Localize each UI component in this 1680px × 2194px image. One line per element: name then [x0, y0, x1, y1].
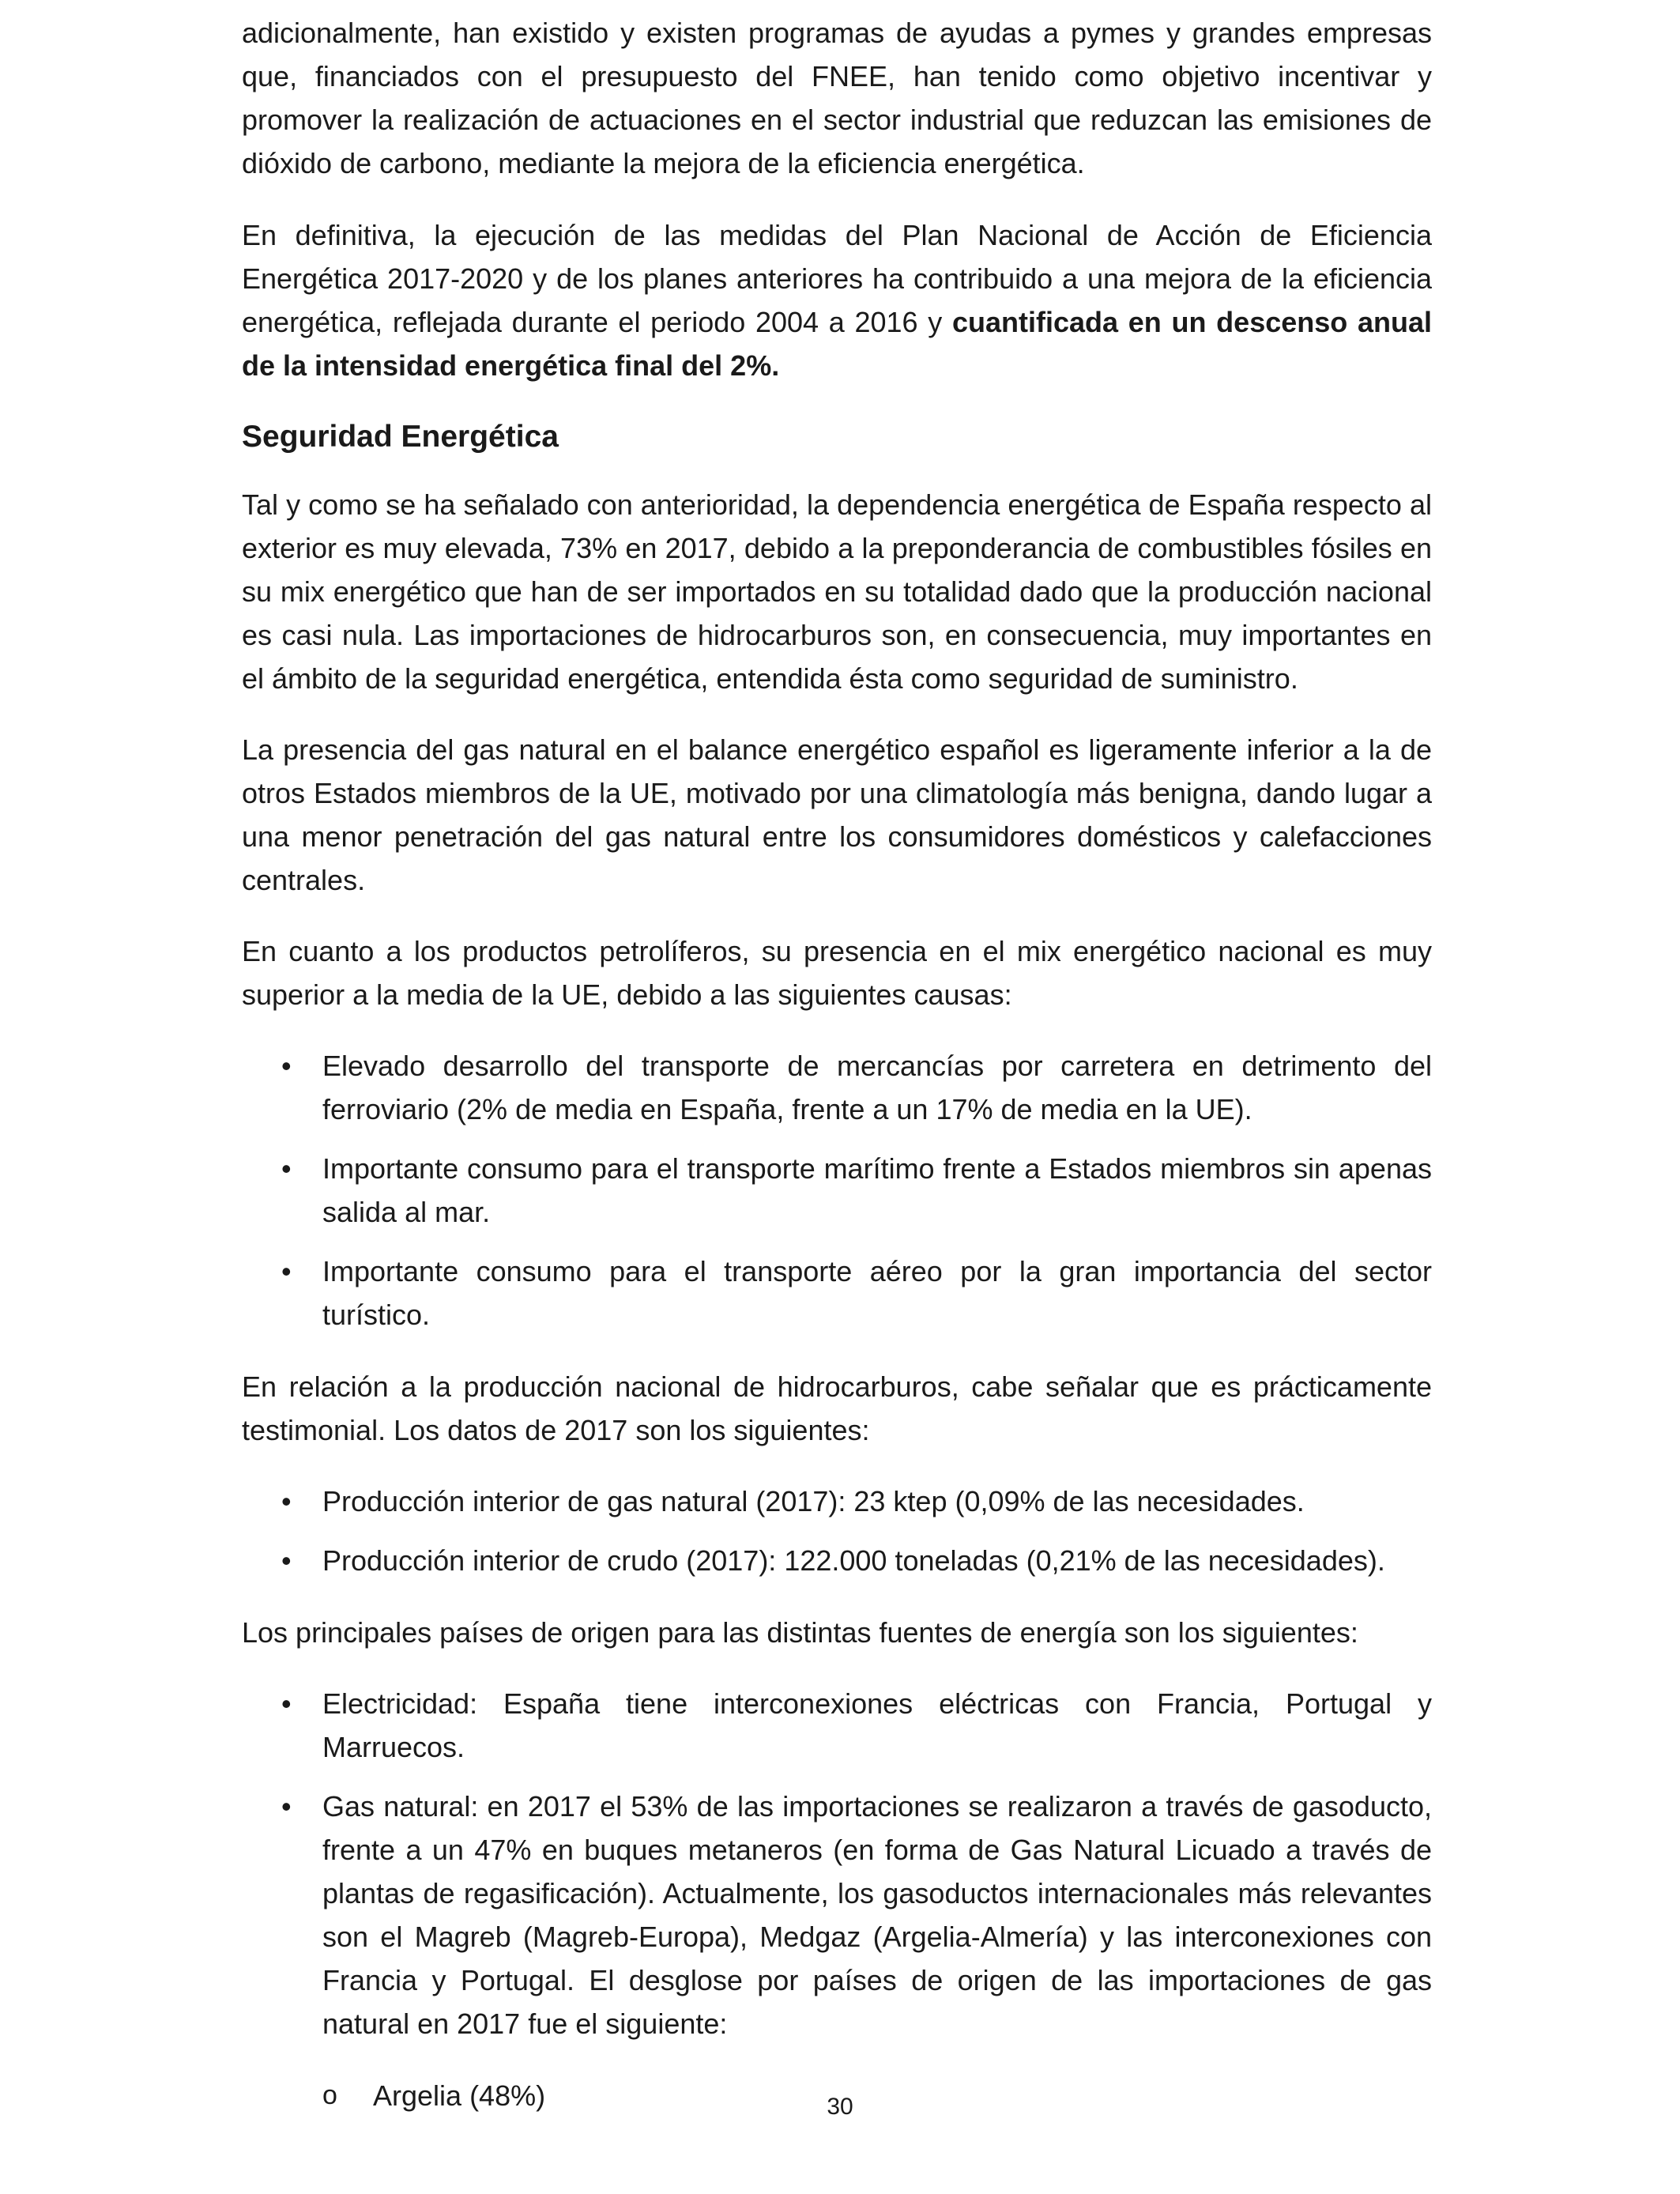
list-paises [242, 1682, 1432, 2045]
list-item [242, 1785, 1432, 2045]
page-number: 30 [827, 2094, 853, 2120]
list-item-text: Importante consumo para el transporte marítimo frente a Estados miembros sin apenas salida al mar. [322, 1152, 1432, 1228]
paragraph-definitiva-text: En definitiva, la ejecución de las medidas del Plan Nacional de Acción de Eficiencia Energética 2017-2020 y de los planes anteriores ha contribuido a una mejora de la eficiencia energética, reflejada durante el periodo 2004 a 2016 y [242, 219, 1432, 338]
list-item [242, 1539, 1432, 1582]
section-heading: Seguridad Energética [242, 420, 559, 454]
list-item [242, 1250, 1432, 1336]
bullet-icon: • [281, 1790, 292, 1823]
bullet-icon: • [281, 1152, 292, 1185]
list-item [242, 1682, 1432, 1769]
bullet-icon: • [281, 1485, 292, 1517]
document-page [242, 11, 1432, 2117]
list-item [242, 1044, 1432, 1131]
list-item-text: Producción interior de crudo (2017): 122.000 toneladas (0,21% de las necesidades). [322, 1544, 1385, 1577]
list-item-text: Importante consumo para el transporte aéreo por la gran importancia del sector turístico. [322, 1255, 1432, 1331]
list-item [242, 1480, 1432, 1523]
sub-list-item-text: Argelia (48%) [373, 2079, 546, 2112]
list-produccion [242, 1480, 1432, 1582]
list-item-text: Gas natural: en 2017 el 53% de las importaciones se realizaron a través de gasoducto, frente a un 47% en buques metaneros (en forma de Gas Natural Licuado a través de plantas de regasificación). Actualmente, los gasoductos internacionales más relevantes son el Magreb (Magreb-Europa), Medgaz (Argelia-Almería) y las interconexiones con Francia y Portugal. El desglose por países de origen de las importaciones de gas natural en 2017 fue el siguiente: [322, 1790, 1432, 2040]
bullet-icon: • [281, 1544, 292, 1577]
paragraph-petroliferos: En cuanto a los productos petrolíferos, su presencia en el mix energético nacional es muy superior a la media de la UE, debido a las siguientes causas: [242, 935, 1432, 1011]
paragraph-paises: Los principales países de origen para las distintas fuentes de energía son los siguientes: [242, 1616, 1358, 1649]
bullet-icon: • [281, 1050, 292, 1082]
bullet-icon: • [281, 1255, 292, 1287]
paragraph-produccion: En relación a la producción nacional de hidrocarburos, cabe señalar que es prácticamente testimonial. Los datos de 2017 son los siguientes: [242, 1370, 1432, 1446]
paragraph-definitiva-bold: cuantificada en un descenso anual de la intensidad energética final del 2%. [242, 306, 1432, 382]
paragraph-gas: La presencia del gas natural en el balance energético español es ligeramente inferior a la de otros Estados miembros de la UE, motivado por una climatología más benigna, dando lugar a una menor penetración del gas natural entre los consumidores domésticos y calefacciones centrales. [242, 733, 1432, 896]
list-item-text: Elevado desarrollo del transporte de mercancías por carretera en detrimento del ferroviario (2% de media en España, frente a un 17% de media en la UE). [322, 1050, 1432, 1125]
circle-bullet-icon: o [322, 2080, 337, 2110]
list-item-text: Producción interior de gas natural (2017): 23 ktep (0,09% de las necesidades. [322, 1485, 1305, 1517]
paragraph-intro: adicionalmente, han existido y existen programas de ayudas a pymes y grandes empresas que, financiados con el presupuesto del FNEE, han tenido como objetivo incentivar y promover la realización de actuaciones en el sector industrial que reduzcan las emisiones de dióxido de carbono, mediante la mejora de la eficiencia energética. [242, 17, 1432, 179]
paragraph-dependencia: Tal y como se ha señalado con anterioridad, la dependencia energética de España respecto al exterior es muy elevada, 73% en 2017, debido a la preponderancia de combustibles fósiles en su mix energético que han de ser importados en su totalidad dado que la producción nacional es casi nula. Las importaciones de hidrocarburos son, en consecuencia, muy importantes en el ámbito de la seguridad energética, entendida ésta como seguridad de suministro. [242, 488, 1432, 695]
paragraph-definitiva [242, 213, 1432, 387]
list-item-text: Electricidad: España tiene interconexiones eléctricas con Francia, Portugal y Marruecos. [322, 1687, 1432, 1763]
list-item [242, 1147, 1432, 1234]
list-causas [242, 1044, 1432, 1336]
bullet-icon: • [281, 1687, 292, 1720]
